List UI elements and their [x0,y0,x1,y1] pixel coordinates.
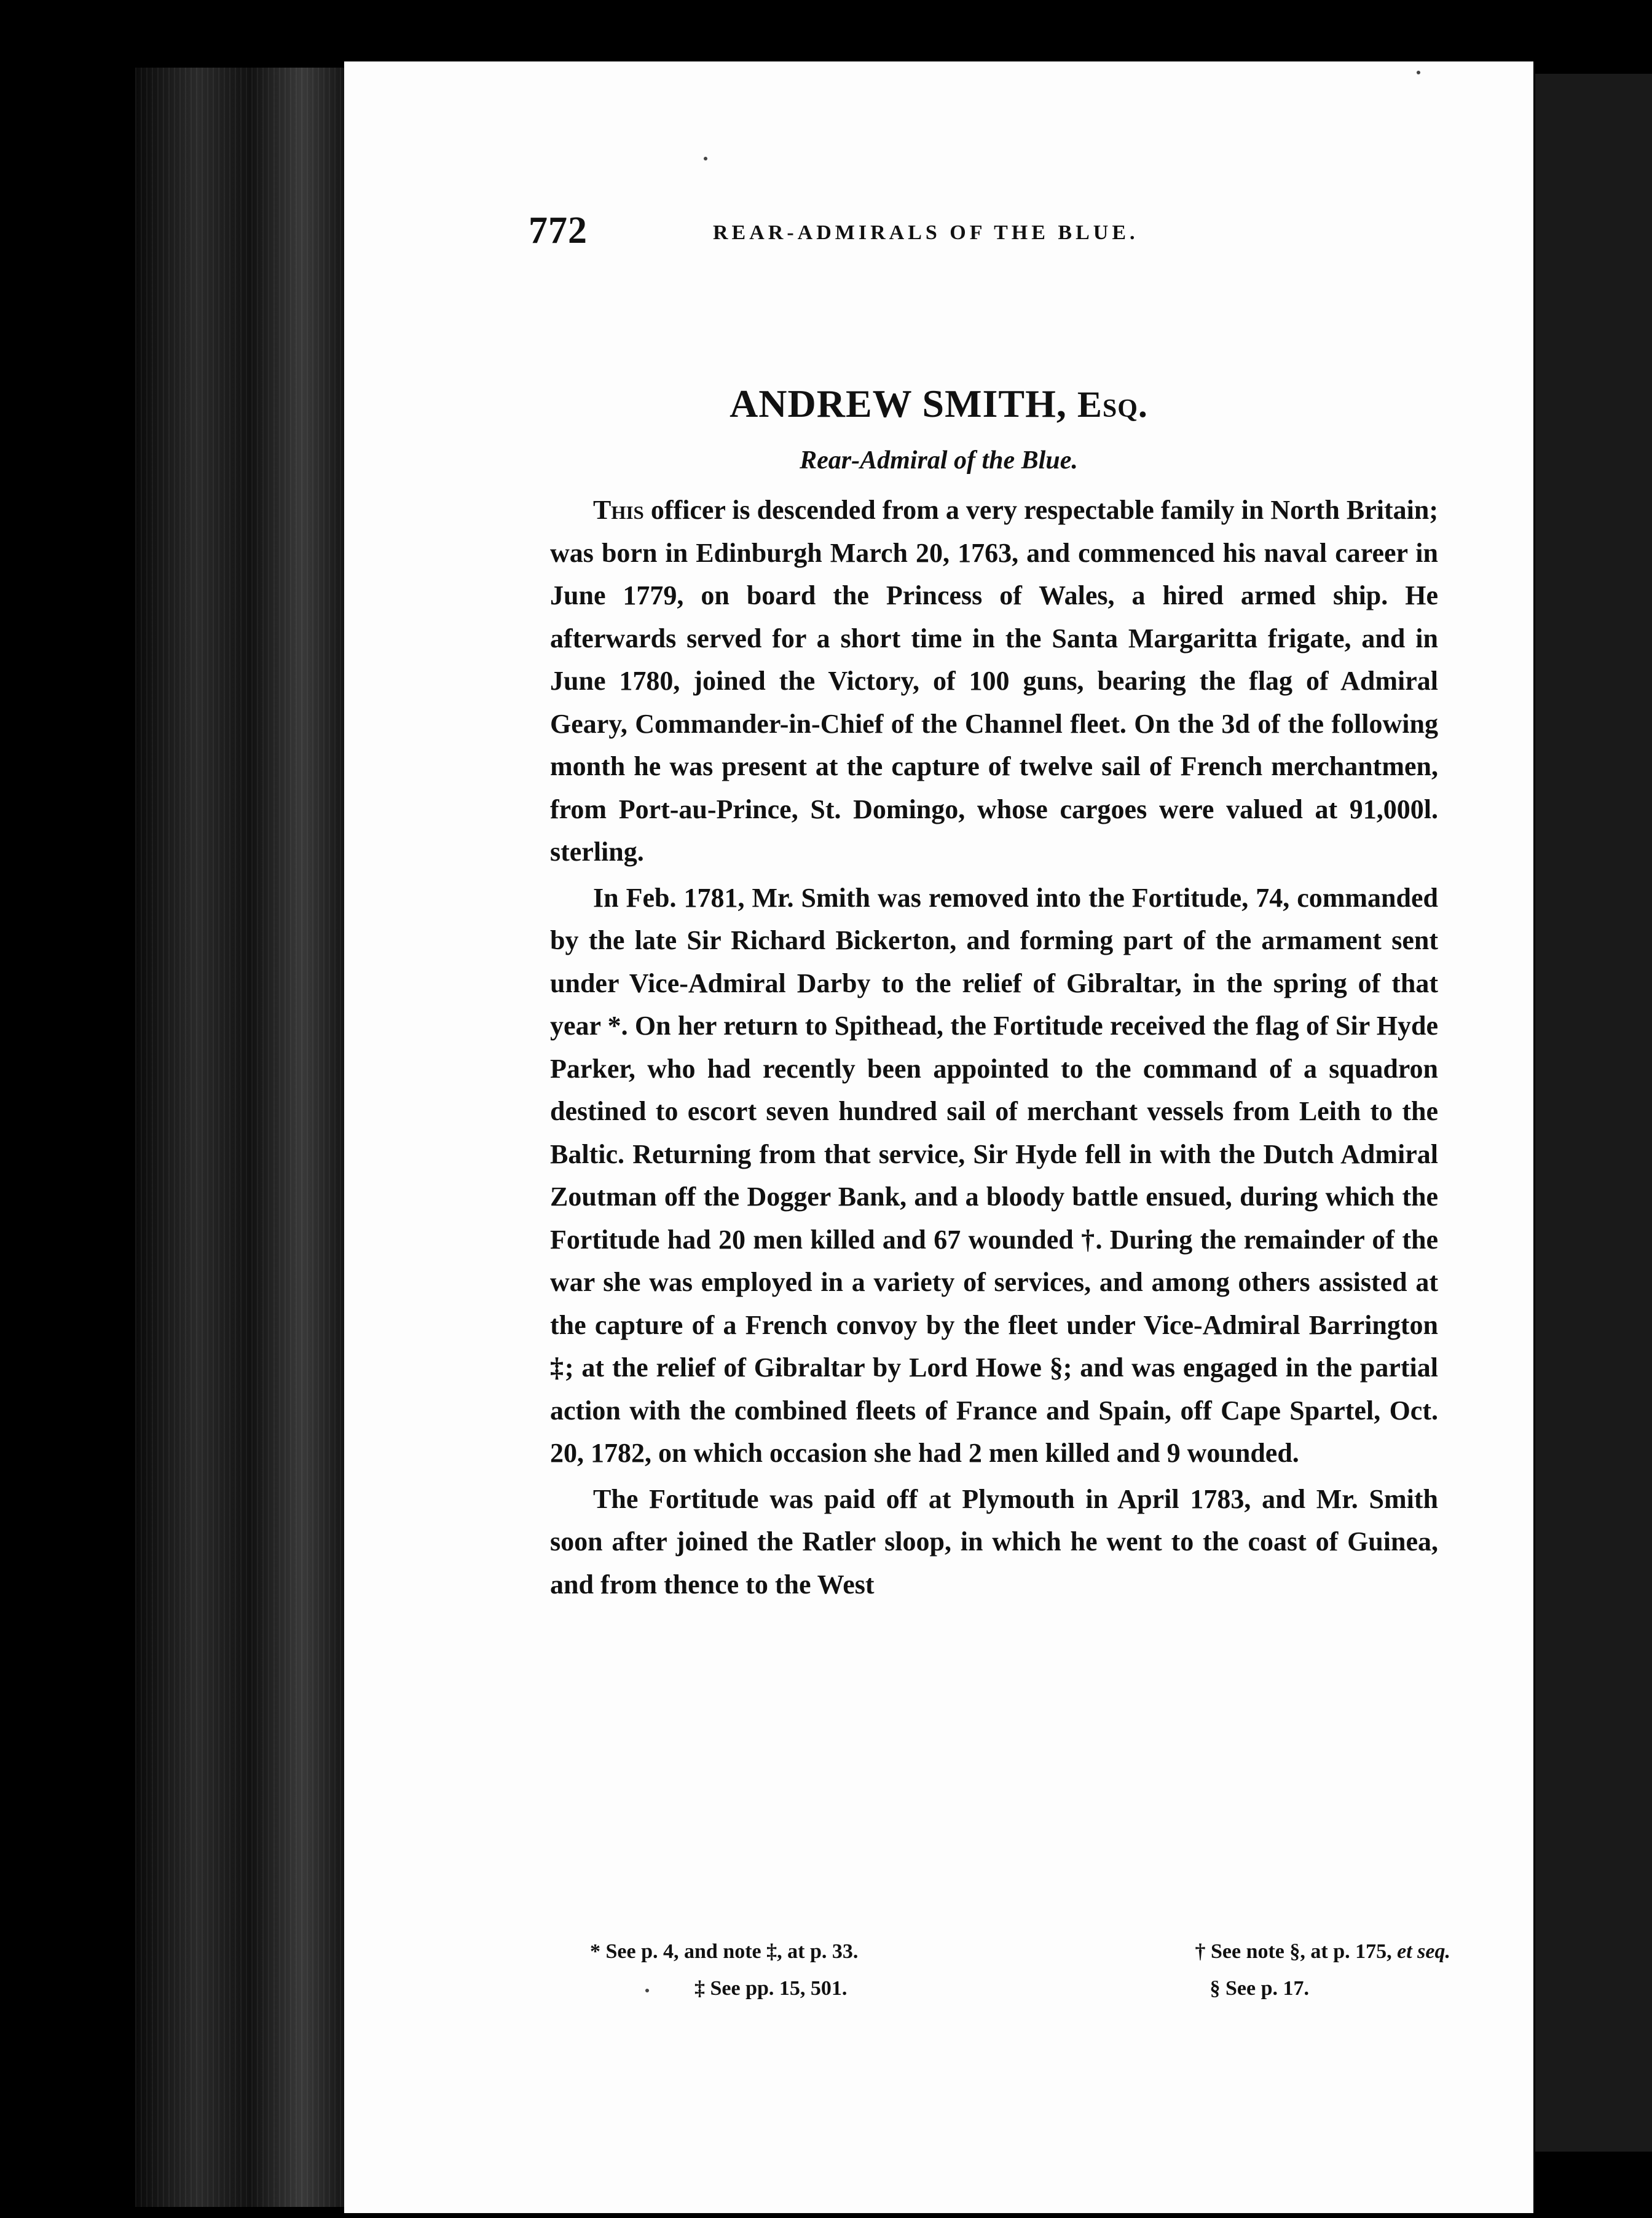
article-title [344,381,1533,427]
footnote-dagger-italic: et seq. [1397,1940,1450,1963]
article-body [550,489,1438,1609]
paragraph-2 [550,877,1438,1475]
footnote-double-dagger: ‡ See pp. 15, 501. [694,1977,848,2000]
paragraph-3 [550,1478,1438,1606]
page-number: 772 [529,210,588,251]
paragraph-lead: This [593,495,644,525]
running-head: REAR-ADMIRALS OF THE BLUE. [713,221,1139,244]
paragraph-text: The Fortitude was paid off at Plymouth in April 1783, and Mr. Smith soon after joined the Ratler sloop, in which he went to the coast of Guinea, and from thence to the West [550,1483,1438,1600]
paragraph-text: In Feb. 1781, Mr. Smith was removed into the Fortitude, 74, commanded by the late Sir Richard Bickerton, and forming part of the armament sent under Vice-Admiral Darby to the relief of Gibraltar, in the spring of that year *. On her return to Spithead, the Fortitude received the flag of Sir Hyde Parker, who had recently been appointed to the command of a squadron destined to escort seven hundred sail of merchant vessels from Leith to the Baltic. Returning from that service, Sir Hyde fell in with the Dutch Admiral Zoutman off the Dogger Bank, and a bloody battle ensued, during which the Fortitude had 20 men killed and 67 wounded †. During the remainder of the war she was employed in a variety of services, and among others assisted at the capture of a French convoy by the fleet under Vice-Admiral Barrington ‡; at the relief of Gibraltar by Lord Howe §; and was engaged in the partial action with the combined fleets of France and Spain, off Cape Spartel, Oct. 20, 1782, on which occasion she had 2 men killed and 9 wounded. [550,882,1438,1468]
paragraph-text: officer is descended from a very respectable family in North Britain; was born in Edinburgh March 20, 1763, and commenced his naval career in June 1779, on board the Princess of Wales, a hired armed ship. He afterwards served for a short time in the Santa Margaritta frigate, and in June 1780, joined the Victory, of 100 guns, bearing the flag of Admiral Geary, Commander-in-Chief of the Channel fleet. On the 3d of the following month he was present at the capture of twelve sail of French merchantmen, from Port-au-Prince, St. Domingo, whose cargoes were valued at 91,000l. sterling. [550,495,1438,867]
footnote-dagger [1195,1933,1450,1970]
paragraph-1 [550,489,1438,874]
footnote-row [590,1933,1450,1970]
footnotes [590,1933,1450,2007]
footnote-row [590,1970,1450,2007]
footnote-section: § See p. 17. [1210,1977,1309,2000]
scan-speck [1417,71,1420,74]
page-header [529,209,1536,289]
title-name: ANDREW SMITH, [730,382,1067,425]
footnote-star: * See p. 4, and note ‡, at p. 33. [590,1940,859,1963]
article-subtitle: Rear-Admiral of the Blue. [800,446,1078,475]
title-suffix: Esq. [1077,384,1148,425]
scan-speck [645,1989,649,1992]
book-edge [135,68,344,2207]
footnote-dagger-text: † See note §, at p. 175, [1195,1940,1392,1963]
book-page [344,61,1533,2213]
scan-speck [704,157,707,160]
next-page-edge [1535,74,1652,2152]
